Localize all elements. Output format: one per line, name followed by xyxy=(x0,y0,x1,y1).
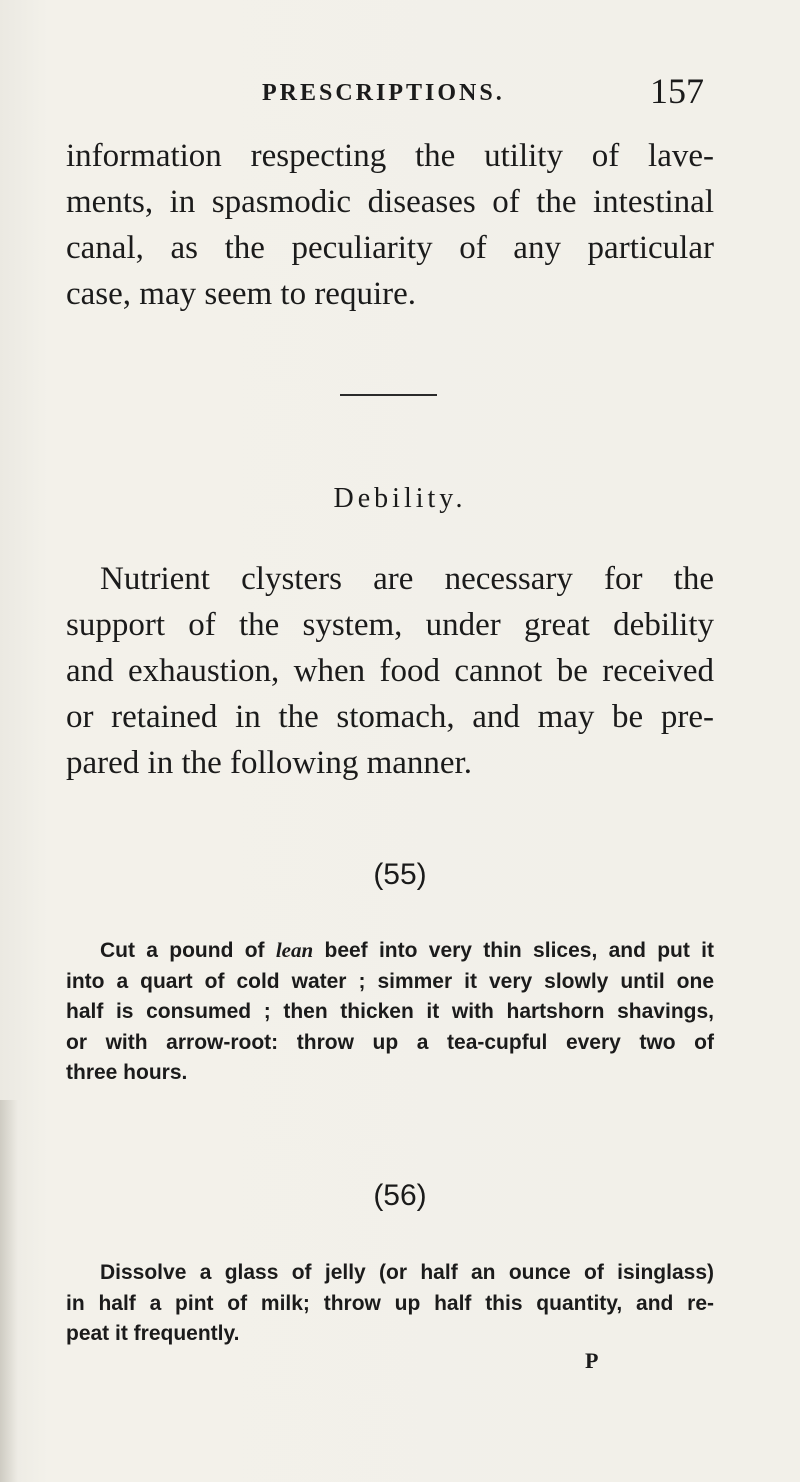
text-line: Dissolve a glass of jelly (or half an ounce of isinglass) xyxy=(100,1261,714,1284)
italic-word: lean xyxy=(275,938,314,962)
text-fragment: Cut a pound of xyxy=(100,939,276,962)
text-line: or with arrow-root: throw up a tea-cupful every two of xyxy=(66,1030,714,1054)
prescription-number: (56) xyxy=(373,1179,427,1212)
page-edge-shadow xyxy=(0,1100,18,1482)
prescription-56-text xyxy=(66,1258,714,1350)
text-line: pared in the following manner. xyxy=(66,745,472,781)
section-paragraph xyxy=(66,556,714,786)
section-divider xyxy=(340,394,437,396)
text-line: into a quart of cold water ; simmer it very slowly until one xyxy=(66,969,714,993)
prescription-number: (55) xyxy=(373,858,427,891)
text-line: or retained in the stomach, and may be pre- xyxy=(66,699,714,735)
text-line: in half a pint of milk; throw up half this quantity, and re- xyxy=(66,1291,714,1315)
prescription-55-text xyxy=(66,935,714,1089)
text-line: three hours. xyxy=(66,1061,188,1084)
text-line: half is consumed ; then thicken it with hartshorn shavings, xyxy=(66,1000,714,1023)
catchword: P xyxy=(585,1348,599,1373)
section-heading: Debility. xyxy=(333,483,467,514)
intro-paragraph xyxy=(66,133,714,317)
text-line: peat it frequently. xyxy=(66,1322,240,1345)
text-fragment: beef into very thin slices, and put it xyxy=(313,939,714,962)
page-number: 157 xyxy=(650,71,704,111)
text-line: canal, as the peculiarity of any particular xyxy=(66,230,714,266)
running-title: PRESCRIPTIONS. xyxy=(262,80,505,106)
text-line: support of the system, under great debility xyxy=(66,607,714,643)
text-line: information respecting the utility of lave- xyxy=(66,138,714,174)
text-line xyxy=(66,935,714,967)
text-line: and exhaustion, when food cannot be received xyxy=(66,653,714,689)
text-line: Nutrient clysters are necessary for the xyxy=(100,561,714,597)
text-line: case, may seem to require. xyxy=(66,276,417,312)
text-line: ments, in spasmodic diseases of the intestinal xyxy=(66,184,714,220)
